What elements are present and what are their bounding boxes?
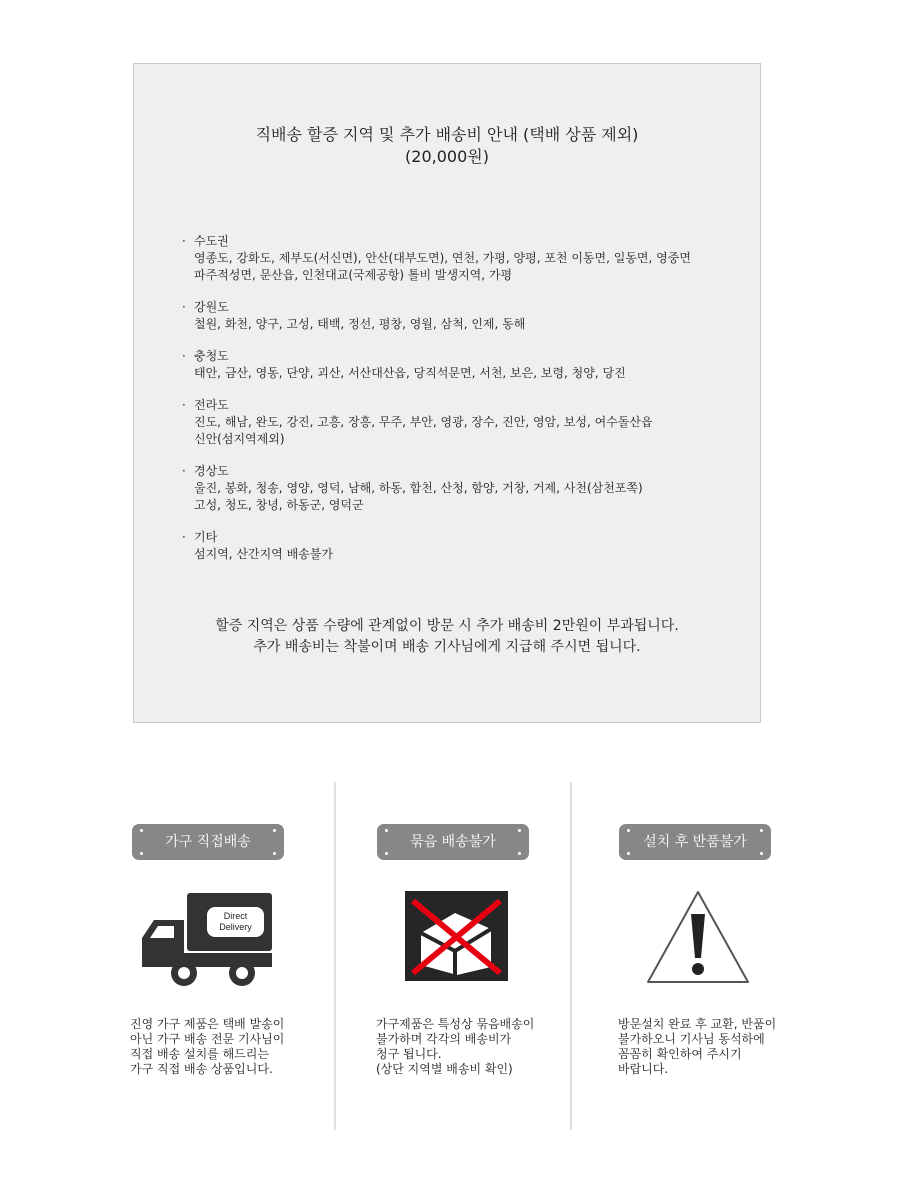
desc-line: 직접 배송 설치를 해드리는 [130,1047,269,1061]
region-name: 경상도 [194,464,229,478]
delivery-surcharge-notice [133,63,761,723]
region-areas: 파주적성면, 문산읍, 인천대교(국제공항) 톨비 발생지역, 가평 [194,268,513,282]
region-name: 전라도 [194,398,229,412]
feature-label-badge [619,824,771,860]
bullet: · [182,234,186,248]
warning-icon [644,888,752,990]
desc-line: 불가하며 각각의 배송비가 [376,1032,512,1046]
feature-label: 가구 직접배송 [165,834,251,850]
truck-label: Direct [223,911,248,921]
region-item [182,348,742,382]
feature-label-badge [132,824,284,860]
feature-description [130,1017,284,1077]
region-item [182,463,742,514]
desc-line: (상단 지역별 배송비 확인) [376,1062,513,1076]
bullet: · [182,349,186,363]
region-name: 수도권 [194,234,229,248]
desc-line: 불가하오니 기사님 동석하에 [618,1032,765,1046]
truck-label: Delivery [219,922,252,932]
feature-label: 설치 후 반품불가 [643,834,747,850]
column-divider [334,782,336,1130]
surcharge-notice [134,616,760,658]
notice-title-fee: (20,000원) [405,147,489,166]
region-name: 충청도 [194,349,229,363]
feature-label: 묶음 배송불가 [410,834,496,850]
bullet: · [182,300,186,314]
region-areas: 신안(섬지역제외) [194,432,285,446]
region-areas: 태안, 금산, 영동, 단양, 괴산, 서산대산읍, 당직석문면, 서천, 보은, 보령, 청양, 당진 [194,366,626,380]
region-name: 기타 [194,530,218,544]
region-areas: 영종도, 강화도, 제부도(서신면), 안산(대부도면), 연천, 가평, 양평, 포천 이동면, 일동면, 영중면 [194,251,691,265]
desc-line: 가구 직접 배송 상품입니다. [130,1062,273,1076]
region-name: 강원도 [194,300,229,314]
feature-description [618,1017,776,1077]
no-bundle-icon [405,891,508,985]
region-item [182,397,742,448]
bullet: · [182,530,186,544]
region-list [182,233,742,578]
notice-title-main: 직배송 할증 지역 및 추가 배송비 안내 (택배 상품 제외) [255,125,639,144]
region-item [182,299,742,333]
desc-line: 진영 가구 제품은 택배 발송이 [130,1017,285,1031]
region-areas: 진도, 해남, 완도, 강진, 고흥, 장흥, 무주, 부안, 영광, 장수, 진안, 영암, 보성, 여수돌산읍 [194,415,653,429]
region-areas: 철원, 화천, 양구, 고성, 태백, 정선, 평창, 영월, 삼척, 인제, 동해 [194,317,526,331]
bullet: · [182,464,186,478]
bullet: · [182,398,186,412]
region-item [182,233,742,284]
column-divider [570,782,572,1130]
desc-line: 꼼꼼히 확인하여 주시기 [618,1047,742,1061]
notice-title [134,124,760,168]
feature-description [376,1017,534,1077]
region-areas: 울진, 봉화, 청송, 영양, 영덕, 남해, 하동, 합천, 산청, 함양, 거창, 거제, 사천(삼천포쪽) [194,481,643,495]
notice-line: 할증 지역은 상품 수량에 관계없이 방문 시 추가 배송비 2만원이 부과됩니다. [215,618,679,634]
desc-line: 바랍니다. [618,1062,669,1076]
truck-icon [142,893,272,991]
region-areas: 섬지역, 산간지역 배송불가 [194,547,333,561]
region-item [182,529,742,563]
feature-label-badge [377,824,529,860]
desc-line: 방문설치 완료 후 교환, 반품이 [618,1017,777,1031]
notice-line: 추가 배송비는 착불이며 배송 기사님에게 지급해 주시면 됩니다. [253,639,641,655]
region-areas: 고성, 청도, 창녕, 하동군, 영덕군 [194,498,364,512]
desc-line: 아닌 가구 배송 전문 기사님이 [130,1032,285,1046]
desc-line: 가구제품은 특성상 묶음배송이 [376,1017,535,1031]
desc-line: 청구 됩니다. [376,1047,442,1061]
